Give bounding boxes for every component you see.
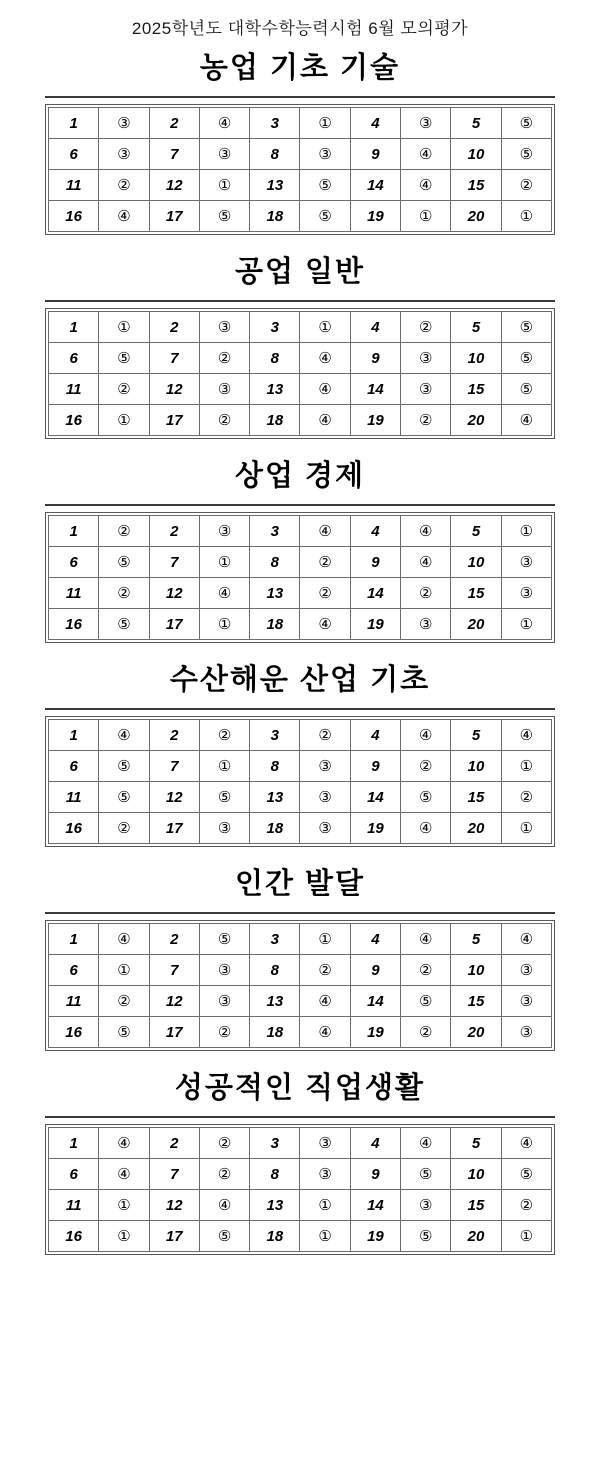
question-number: 4 xyxy=(350,924,400,955)
answer-value: ④ xyxy=(401,516,451,547)
answer-value: ② xyxy=(199,343,249,374)
answer-value: ④ xyxy=(300,516,350,547)
question-number: 12 xyxy=(149,782,199,813)
question-number: 3 xyxy=(250,312,300,343)
question-number: 20 xyxy=(451,1017,501,1048)
answer-value: ③ xyxy=(199,516,249,547)
table-row xyxy=(49,751,552,782)
question-number: 1 xyxy=(49,312,99,343)
question-number: 13 xyxy=(250,782,300,813)
answer-value: ④ xyxy=(300,1017,350,1048)
question-number: 12 xyxy=(149,374,199,405)
question-number: 1 xyxy=(49,720,99,751)
question-number: 17 xyxy=(149,405,199,436)
question-number: 2 xyxy=(149,924,199,955)
answer-value: ③ xyxy=(401,108,451,139)
answer-value: ② xyxy=(99,813,149,844)
question-number: 11 xyxy=(49,170,99,201)
answer-value: ① xyxy=(99,1221,149,1252)
answer-value: ④ xyxy=(300,343,350,374)
table-row xyxy=(49,1159,552,1190)
question-number: 8 xyxy=(250,1159,300,1190)
question-number: 16 xyxy=(49,609,99,640)
answer-value: ⑤ xyxy=(300,201,350,232)
answer-value: ④ xyxy=(401,139,451,170)
table-row xyxy=(49,1128,552,1159)
answer-value: ② xyxy=(99,374,149,405)
subject-section xyxy=(0,861,600,1051)
answer-table-wrapper xyxy=(45,920,555,1051)
question-number: 6 xyxy=(49,955,99,986)
question-number: 2 xyxy=(149,312,199,343)
question-number: 19 xyxy=(350,201,400,232)
answer-value: ③ xyxy=(401,343,451,374)
question-number: 20 xyxy=(451,405,501,436)
answer-value: ③ xyxy=(401,1190,451,1221)
question-number: 11 xyxy=(49,578,99,609)
section-divider xyxy=(45,1116,555,1118)
answer-value: ③ xyxy=(199,813,249,844)
table-row xyxy=(49,139,552,170)
question-number: 19 xyxy=(350,1017,400,1048)
answer-value: ⑤ xyxy=(199,1221,249,1252)
question-number: 2 xyxy=(149,720,199,751)
answer-table xyxy=(48,1127,552,1252)
subject-title: 공업 일반 xyxy=(234,256,366,288)
question-number: 9 xyxy=(350,547,400,578)
answer-value: ① xyxy=(501,1221,551,1252)
question-number: 6 xyxy=(49,139,99,170)
question-number: 16 xyxy=(49,405,99,436)
answer-value: ③ xyxy=(199,955,249,986)
question-number: 3 xyxy=(250,108,300,139)
question-number: 12 xyxy=(149,578,199,609)
question-number: 7 xyxy=(149,343,199,374)
question-number: 5 xyxy=(451,108,501,139)
answer-value: ① xyxy=(501,813,551,844)
question-number: 7 xyxy=(149,1159,199,1190)
answer-value: ③ xyxy=(99,108,149,139)
answer-value: ③ xyxy=(401,374,451,405)
answer-table-wrapper xyxy=(45,716,555,847)
question-number: 6 xyxy=(49,751,99,782)
answer-value: ③ xyxy=(501,578,551,609)
answer-value: ② xyxy=(401,1017,451,1048)
answer-value: ① xyxy=(501,516,551,547)
question-number: 18 xyxy=(250,201,300,232)
answer-value: ② xyxy=(199,1128,249,1159)
answer-value: ⑤ xyxy=(401,1159,451,1190)
answer-value: ④ xyxy=(300,609,350,640)
answer-value: ④ xyxy=(199,1190,249,1221)
question-number: 3 xyxy=(250,1128,300,1159)
question-number: 9 xyxy=(350,343,400,374)
question-number: 11 xyxy=(49,374,99,405)
question-number: 19 xyxy=(350,813,400,844)
answer-value: ④ xyxy=(501,720,551,751)
question-number: 15 xyxy=(451,1190,501,1221)
answer-value: ② xyxy=(199,1159,249,1190)
table-row xyxy=(49,924,552,955)
answer-value: ① xyxy=(99,955,149,986)
question-number: 3 xyxy=(250,516,300,547)
question-number: 15 xyxy=(451,986,501,1017)
answer-value: ① xyxy=(199,170,249,201)
question-number: 17 xyxy=(149,1221,199,1252)
question-number: 4 xyxy=(350,516,400,547)
table-row xyxy=(49,547,552,578)
table-row xyxy=(49,343,552,374)
question-number: 15 xyxy=(451,170,501,201)
answer-value: ④ xyxy=(501,405,551,436)
question-number: 9 xyxy=(350,955,400,986)
answer-value: ⑤ xyxy=(199,782,249,813)
question-number: 17 xyxy=(149,813,199,844)
question-number: 8 xyxy=(250,751,300,782)
question-number: 14 xyxy=(350,374,400,405)
answer-value: ③ xyxy=(501,955,551,986)
answer-value: ③ xyxy=(199,312,249,343)
question-number: 14 xyxy=(350,578,400,609)
answer-value: ② xyxy=(300,955,350,986)
table-row xyxy=(49,986,552,1017)
answer-value: ④ xyxy=(99,1159,149,1190)
question-number: 10 xyxy=(451,751,501,782)
question-number: 10 xyxy=(451,139,501,170)
answer-table-wrapper xyxy=(45,308,555,439)
answer-value: ③ xyxy=(401,609,451,640)
answer-value: ① xyxy=(99,405,149,436)
question-number: 9 xyxy=(350,139,400,170)
question-number: 20 xyxy=(451,1221,501,1252)
question-number: 16 xyxy=(49,201,99,232)
answer-value: ② xyxy=(99,578,149,609)
answer-value: ④ xyxy=(401,547,451,578)
table-row xyxy=(49,516,552,547)
answer-value: ⑤ xyxy=(501,108,551,139)
answer-table xyxy=(48,515,552,640)
answer-value: ② xyxy=(99,516,149,547)
answer-value: ④ xyxy=(501,1128,551,1159)
question-number: 20 xyxy=(451,201,501,232)
question-number: 5 xyxy=(451,312,501,343)
question-number: 9 xyxy=(350,1159,400,1190)
answer-value: ① xyxy=(199,751,249,782)
question-number: 11 xyxy=(49,986,99,1017)
table-row xyxy=(49,405,552,436)
answer-value: ① xyxy=(401,201,451,232)
question-number: 3 xyxy=(250,720,300,751)
subject-section xyxy=(0,453,600,643)
answer-value: ⑤ xyxy=(501,343,551,374)
answer-value: ④ xyxy=(401,720,451,751)
answer-value: ⑤ xyxy=(401,1221,451,1252)
answer-value: ② xyxy=(300,547,350,578)
question-number: 18 xyxy=(250,609,300,640)
section-divider xyxy=(45,912,555,914)
answer-value: ③ xyxy=(199,139,249,170)
question-number: 5 xyxy=(451,720,501,751)
question-number: 11 xyxy=(49,1190,99,1221)
answer-table-wrapper xyxy=(45,1124,555,1255)
answer-value: ③ xyxy=(300,751,350,782)
question-number: 10 xyxy=(451,955,501,986)
answer-value: ④ xyxy=(99,924,149,955)
question-number: 19 xyxy=(350,405,400,436)
answer-value: ⑤ xyxy=(501,374,551,405)
answer-value: ② xyxy=(401,955,451,986)
question-number: 8 xyxy=(250,343,300,374)
answer-table-wrapper xyxy=(45,512,555,643)
answer-value: ① xyxy=(300,924,350,955)
section-divider xyxy=(45,300,555,302)
answer-value: ⑤ xyxy=(401,986,451,1017)
question-number: 4 xyxy=(350,1128,400,1159)
subject-section xyxy=(0,1065,600,1255)
subject-title: 상업 경제 xyxy=(234,460,366,492)
question-number: 16 xyxy=(49,1017,99,1048)
question-number: 2 xyxy=(149,516,199,547)
question-number: 4 xyxy=(350,312,400,343)
question-number: 15 xyxy=(451,782,501,813)
table-row xyxy=(49,1190,552,1221)
answer-value: ① xyxy=(300,1221,350,1252)
question-number: 10 xyxy=(451,547,501,578)
question-number: 15 xyxy=(451,374,501,405)
answer-value: ⑤ xyxy=(501,1159,551,1190)
answer-value: ④ xyxy=(401,813,451,844)
answer-value: ④ xyxy=(199,578,249,609)
question-number: 12 xyxy=(149,170,199,201)
answer-value: ⑤ xyxy=(199,201,249,232)
question-number: 17 xyxy=(149,1017,199,1048)
answer-value: ④ xyxy=(401,1128,451,1159)
question-number: 13 xyxy=(250,1190,300,1221)
answer-value: ③ xyxy=(300,782,350,813)
answer-value: ⑤ xyxy=(99,751,149,782)
answer-value: ③ xyxy=(300,1128,350,1159)
table-row xyxy=(49,1017,552,1048)
answer-value: ③ xyxy=(300,1159,350,1190)
table-row xyxy=(49,108,552,139)
answer-value: ② xyxy=(501,1190,551,1221)
answer-value: ③ xyxy=(99,139,149,170)
answer-value: ② xyxy=(401,405,451,436)
answer-value: ① xyxy=(199,547,249,578)
question-number: 13 xyxy=(250,374,300,405)
answer-value: ⑤ xyxy=(99,547,149,578)
question-number: 15 xyxy=(451,578,501,609)
answer-value: ② xyxy=(99,170,149,201)
answer-value: ⑤ xyxy=(401,782,451,813)
answer-value: ③ xyxy=(300,139,350,170)
answer-value: ⑤ xyxy=(501,312,551,343)
table-row xyxy=(49,312,552,343)
answer-value: ③ xyxy=(300,813,350,844)
answer-value: ① xyxy=(199,609,249,640)
section-divider xyxy=(45,96,555,98)
answer-value: ② xyxy=(99,986,149,1017)
answer-value: ② xyxy=(401,578,451,609)
subject-section xyxy=(0,657,600,847)
answer-value: ④ xyxy=(99,720,149,751)
question-number: 2 xyxy=(149,108,199,139)
question-number: 7 xyxy=(149,955,199,986)
answer-value: ① xyxy=(501,751,551,782)
answer-value: ⑤ xyxy=(99,782,149,813)
answer-value: ③ xyxy=(501,547,551,578)
table-row xyxy=(49,609,552,640)
subject-section xyxy=(0,45,600,235)
answer-value: ④ xyxy=(99,1128,149,1159)
answer-value: ② xyxy=(199,1017,249,1048)
question-number: 14 xyxy=(350,170,400,201)
question-number: 1 xyxy=(49,924,99,955)
question-number: 9 xyxy=(350,751,400,782)
question-number: 5 xyxy=(451,924,501,955)
answer-value: ① xyxy=(300,1190,350,1221)
answer-value: ② xyxy=(401,312,451,343)
question-number: 8 xyxy=(250,547,300,578)
question-number: 18 xyxy=(250,1221,300,1252)
question-number: 16 xyxy=(49,1221,99,1252)
table-row xyxy=(49,201,552,232)
question-number: 6 xyxy=(49,1159,99,1190)
question-number: 18 xyxy=(250,1017,300,1048)
question-number: 3 xyxy=(250,924,300,955)
answer-value: ⑤ xyxy=(199,924,249,955)
answer-value: ④ xyxy=(300,374,350,405)
answer-table-wrapper xyxy=(45,104,555,235)
question-number: 6 xyxy=(49,547,99,578)
answer-value: ⑤ xyxy=(99,609,149,640)
question-number: 4 xyxy=(350,720,400,751)
question-number: 1 xyxy=(49,516,99,547)
subject-title: 농업 기초 기술 xyxy=(199,52,401,84)
question-number: 8 xyxy=(250,139,300,170)
question-number: 7 xyxy=(149,751,199,782)
question-number: 12 xyxy=(149,1190,199,1221)
question-number: 18 xyxy=(250,405,300,436)
question-number: 14 xyxy=(350,986,400,1017)
question-number: 13 xyxy=(250,986,300,1017)
question-number: 17 xyxy=(149,609,199,640)
question-number: 12 xyxy=(149,986,199,1017)
question-number: 1 xyxy=(49,1128,99,1159)
answer-value: ① xyxy=(300,312,350,343)
question-number: 13 xyxy=(250,170,300,201)
answer-value: ① xyxy=(300,108,350,139)
answer-value: ③ xyxy=(199,986,249,1017)
answer-table xyxy=(48,107,552,232)
question-number: 1 xyxy=(49,108,99,139)
question-number: 8 xyxy=(250,955,300,986)
answer-value: ④ xyxy=(300,405,350,436)
section-divider xyxy=(45,708,555,710)
question-number: 13 xyxy=(250,578,300,609)
question-number: 2 xyxy=(149,1128,199,1159)
answer-value: ② xyxy=(501,782,551,813)
answer-value: ⑤ xyxy=(99,343,149,374)
question-number: 14 xyxy=(350,1190,400,1221)
answer-value: ② xyxy=(199,405,249,436)
table-row xyxy=(49,813,552,844)
answer-value: ④ xyxy=(99,201,149,232)
answer-value: ④ xyxy=(300,986,350,1017)
table-row xyxy=(49,1221,552,1252)
table-row xyxy=(49,374,552,405)
answer-value: ⑤ xyxy=(501,139,551,170)
sections-container xyxy=(0,45,600,1255)
question-number: 19 xyxy=(350,1221,400,1252)
question-number: 17 xyxy=(149,201,199,232)
question-number: 5 xyxy=(451,1128,501,1159)
question-number: 20 xyxy=(451,609,501,640)
subject-title: 성공적인 직업생활 xyxy=(174,1072,426,1104)
section-divider xyxy=(45,504,555,506)
table-row xyxy=(49,955,552,986)
answer-value: ② xyxy=(300,578,350,609)
answer-value: ③ xyxy=(501,986,551,1017)
question-number: 10 xyxy=(451,343,501,374)
question-number: 7 xyxy=(149,547,199,578)
question-number: 5 xyxy=(451,516,501,547)
question-number: 11 xyxy=(49,782,99,813)
answer-value: ① xyxy=(99,312,149,343)
answer-value: ③ xyxy=(199,374,249,405)
answer-table xyxy=(48,311,552,436)
answer-value: ③ xyxy=(501,1017,551,1048)
answer-value: ④ xyxy=(401,924,451,955)
question-number: 7 xyxy=(149,139,199,170)
page-title: 2025학년도 대학수학능력시험 6월 모의평가 xyxy=(131,19,469,38)
answer-value: ② xyxy=(300,720,350,751)
subject-section xyxy=(0,249,600,439)
question-number: 6 xyxy=(49,343,99,374)
answer-value: ⑤ xyxy=(300,170,350,201)
answer-value: ① xyxy=(501,201,551,232)
answer-value: ④ xyxy=(199,108,249,139)
question-number: 10 xyxy=(451,1159,501,1190)
answer-value: ④ xyxy=(501,924,551,955)
table-row xyxy=(49,782,552,813)
answer-value: ① xyxy=(501,609,551,640)
answer-value: ② xyxy=(501,170,551,201)
subject-title: 인간 발달 xyxy=(234,868,366,900)
answer-table xyxy=(48,719,552,844)
table-row xyxy=(49,170,552,201)
subject-title: 수산해운 산업 기초 xyxy=(169,664,431,696)
answer-table xyxy=(48,923,552,1048)
question-number: 19 xyxy=(350,609,400,640)
question-number: 20 xyxy=(451,813,501,844)
question-number: 4 xyxy=(350,108,400,139)
table-row xyxy=(49,578,552,609)
table-row xyxy=(49,720,552,751)
answer-value: ② xyxy=(401,751,451,782)
answer-value: ⑤ xyxy=(99,1017,149,1048)
question-number: 14 xyxy=(350,782,400,813)
question-number: 18 xyxy=(250,813,300,844)
answer-value: ② xyxy=(199,720,249,751)
question-number: 16 xyxy=(49,813,99,844)
answer-value: ① xyxy=(99,1190,149,1221)
answer-value: ④ xyxy=(401,170,451,201)
